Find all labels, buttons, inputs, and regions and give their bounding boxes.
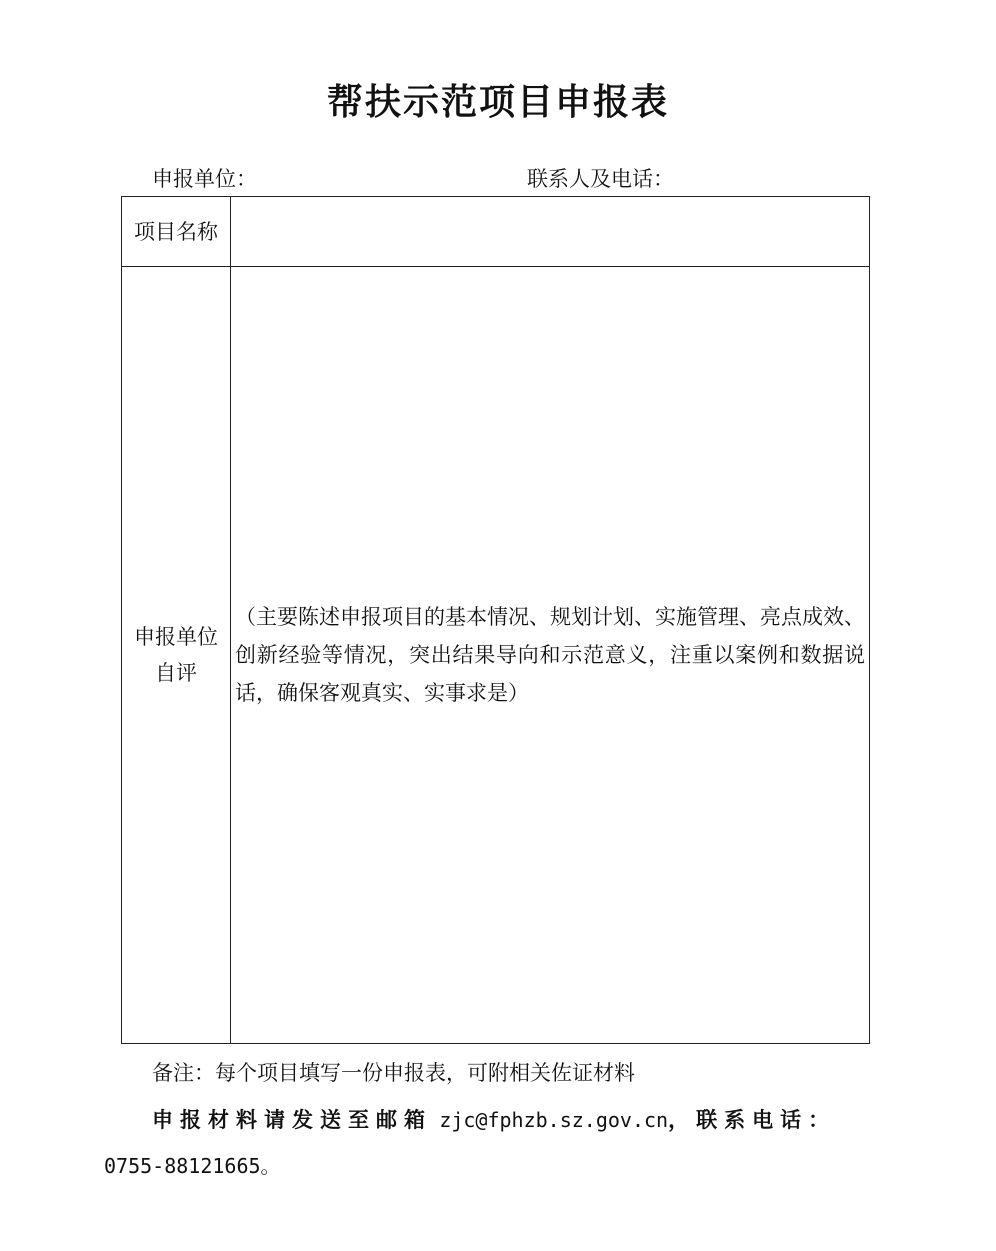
self-evaluation-label-line1: 申报单位 (134, 625, 218, 649)
project-name-row (122, 197, 870, 267)
self-evaluation-hint: （主要陈述申报项目的基本情况、规划计划、实施管理、亮点成效、创新经验等情况，突出结果导向和示范意义，注重以案例和数据说话，确保客观真实、实事求是） (235, 605, 865, 705)
project-name-label: 项目名称 (122, 197, 231, 267)
project-name-field[interactable] (231, 197, 870, 267)
self-evaluation-label-line2: 自评 (155, 661, 197, 685)
contact-phone-line (104, 1150, 281, 1182)
phone-suffix: 。 (260, 1154, 281, 1178)
remark-note: 备注：每个项目填写一份申报表，可附相关佐证材料 (152, 1061, 635, 1085)
contact-person-phone-label: 联系人及电话： (527, 167, 674, 191)
self-evaluation-row (122, 267, 870, 1044)
self-evaluation-field[interactable] (231, 267, 870, 1044)
email-link[interactable]: zjc@fphzb.sz.gov.cn (439, 1108, 669, 1132)
submission-instructions (152, 1104, 874, 1136)
submission-prefix: 申报材料请发送至邮箱 (152, 1107, 432, 1132)
applicant-unit-label: 申报单位： (152, 167, 257, 191)
application-form-table (121, 196, 870, 1044)
self-evaluation-label (122, 267, 231, 1044)
page-title: 帮扶示范项目申报表 (326, 81, 669, 123)
contact-phone: 0755-88121665 (104, 1154, 261, 1178)
submission-contact-label: ，联系电话： (668, 1107, 837, 1132)
